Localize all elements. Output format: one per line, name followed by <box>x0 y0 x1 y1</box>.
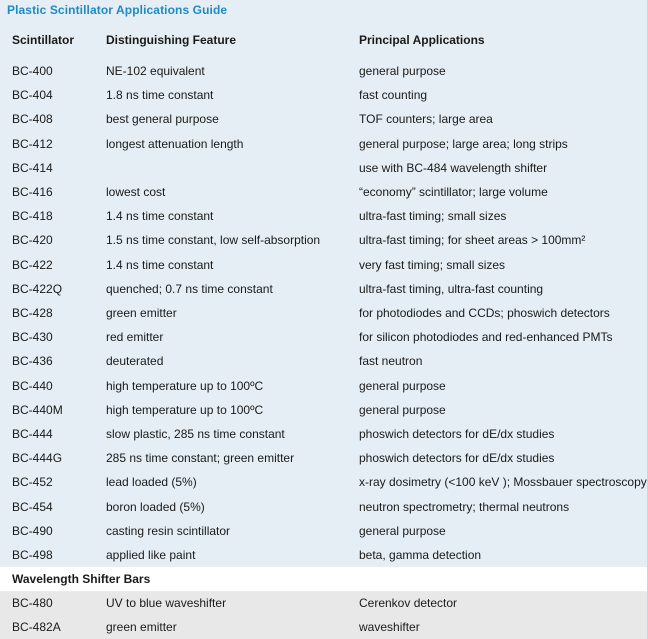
scintillator-name: BC-422 <box>12 257 53 272</box>
table-row <box>0 470 648 494</box>
table-row <box>0 301 648 325</box>
principal-application: use with BC-484 wavelength shifter <box>359 160 548 175</box>
scintillator-name: BC-412 <box>12 136 53 151</box>
table-row <box>0 398 648 422</box>
scintillator-name: BC-498 <box>12 548 53 562</box>
principal-application: general purpose <box>359 402 446 417</box>
table-row <box>0 349 648 373</box>
scintillator-name: BC-436 <box>12 354 53 369</box>
scintillator-name: BC-416 <box>12 185 53 199</box>
distinguishing-feature: lead loaded (5%) <box>106 475 197 490</box>
table-row <box>0 495 648 519</box>
scintillator-name: BC-444G <box>12 451 63 466</box>
table-row <box>0 204 648 228</box>
scintillator-name: BC-422Q <box>12 281 63 296</box>
distinguishing-feature: 285 ns time constant; green emitter <box>106 451 295 466</box>
header-scintillator: Scintillator <box>12 33 75 47</box>
principal-application: x-ray dosimetry (<100 keV ); Mossbauer spectroscopy <box>359 475 647 490</box>
table-row <box>0 180 648 204</box>
table-row <box>0 83 648 107</box>
principal-application: general purpose <box>359 378 446 393</box>
section-title: Wavelength Shifter Bars <box>12 572 151 586</box>
distinguishing-feature: best general purpose <box>106 112 219 127</box>
distinguishing-feature: casting resin scintillator <box>106 523 231 538</box>
principal-application: ultra-fast timing; small sizes <box>359 209 507 224</box>
table-row <box>0 519 648 543</box>
distinguishing-feature: red emitter <box>106 330 164 345</box>
table-row <box>0 446 648 470</box>
scintillator-name: BC-440M <box>12 402 63 417</box>
distinguishing-feature: lowest cost <box>106 185 166 199</box>
table-row <box>0 107 648 131</box>
principal-application: TOF counters; large area <box>359 112 493 127</box>
scintillator-name: BC-414 <box>12 160 53 175</box>
scintillator-name: BC-454 <box>12 499 53 514</box>
distinguishing-feature: applied like paint <box>106 548 196 562</box>
table-row <box>0 325 648 349</box>
scintillator-name: BC-404 <box>12 88 53 103</box>
principal-application: beta, gamma detection <box>359 548 482 562</box>
principal-application: fast counting <box>359 88 428 103</box>
page-title: Plastic Scintillator Applications Guide <box>7 3 228 17</box>
table-row <box>0 543 648 567</box>
distinguishing-feature: 1.4 ns time constant <box>106 257 214 272</box>
scintillator-name: BC-444 <box>12 427 53 441</box>
header-feature: Distinguishing Feature <box>106 33 237 47</box>
principal-application: “economy” scintillator; large volume <box>359 185 548 199</box>
scintillator-name: BC-428 <box>12 306 53 320</box>
scintillator-name: BC-490 <box>12 523 53 538</box>
distinguishing-feature: high temperature up to 100ºC <box>106 402 264 417</box>
principal-application: waveshifter <box>359 620 420 634</box>
principal-application: ultra-fast timing, ultra-fast counting <box>359 281 544 296</box>
table-row <box>0 156 648 180</box>
distinguishing-feature: deuterated <box>106 354 164 369</box>
scintillator-name: BC-420 <box>12 233 53 248</box>
distinguishing-feature: NE-102 equivalent <box>106 64 205 78</box>
principal-application: very fast timing; small sizes <box>359 257 506 272</box>
principal-application: neutron spectrometry; thermal neutrons <box>359 499 570 514</box>
table-row <box>0 277 648 301</box>
distinguishing-feature: 1.8 ns time constant <box>106 88 214 103</box>
principal-application: Cerenkov detector <box>359 596 458 610</box>
scintillator-name: BC-480 <box>12 596 53 610</box>
section-header-wavelength-shifter <box>0 567 648 591</box>
principal-application: for photodiodes and CCDs; phoswich detectors <box>359 306 610 320</box>
table-row <box>0 615 648 639</box>
header-applications: Principal Applications <box>359 33 485 47</box>
distinguishing-feature: slow plastic, 285 ns time constant <box>106 427 285 441</box>
scintillator-name: BC-408 <box>12 112 53 127</box>
principal-application: general purpose; large area; long strips <box>359 136 568 151</box>
scintillator-name: BC-440 <box>12 378 53 393</box>
distinguishing-feature: 1.4 ns time constant <box>106 209 214 224</box>
principal-application: fast neutron <box>359 354 423 369</box>
scintillator-name: BC-452 <box>12 475 53 490</box>
table-row <box>0 591 648 615</box>
distinguishing-feature: green emitter <box>106 306 177 320</box>
scintillator-name: BC-430 <box>12 330 53 345</box>
distinguishing-feature: 1.5 ns time constant, low self-absorption <box>106 233 321 248</box>
principal-application: phoswich detectors for dE/dx studies <box>359 451 555 466</box>
principal-application: general purpose <box>359 523 446 538</box>
table-row <box>0 228 648 252</box>
table-row <box>0 374 648 398</box>
scintillator-name: BC-482A <box>12 620 61 634</box>
principal-application: phoswich detectors for dE/dx studies <box>359 427 555 441</box>
principal-application: general purpose <box>359 64 446 78</box>
principal-application: for silicon photodiodes and red-enhanced PMTs <box>359 330 613 345</box>
distinguishing-feature: high temperature up to 100ºC <box>106 378 264 393</box>
principal-application: ultra-fast timing; for sheet areas > 100mm² <box>359 233 586 248</box>
table-row <box>0 422 648 446</box>
scintillator-name: BC-418 <box>12 209 53 224</box>
distinguishing-feature: UV to blue waveshifter <box>106 596 227 610</box>
distinguishing-feature: longest attenuation length <box>106 136 244 151</box>
distinguishing-feature: quenched; 0.7 ns time constant <box>106 281 273 296</box>
distinguishing-feature: green emitter <box>106 620 177 634</box>
table-row <box>0 59 648 83</box>
distinguishing-feature: boron loaded (5%) <box>106 499 205 514</box>
scintillator-name: BC-400 <box>12 64 53 78</box>
table-row <box>0 132 648 156</box>
table-row <box>0 253 648 277</box>
table-header <box>0 28 648 52</box>
